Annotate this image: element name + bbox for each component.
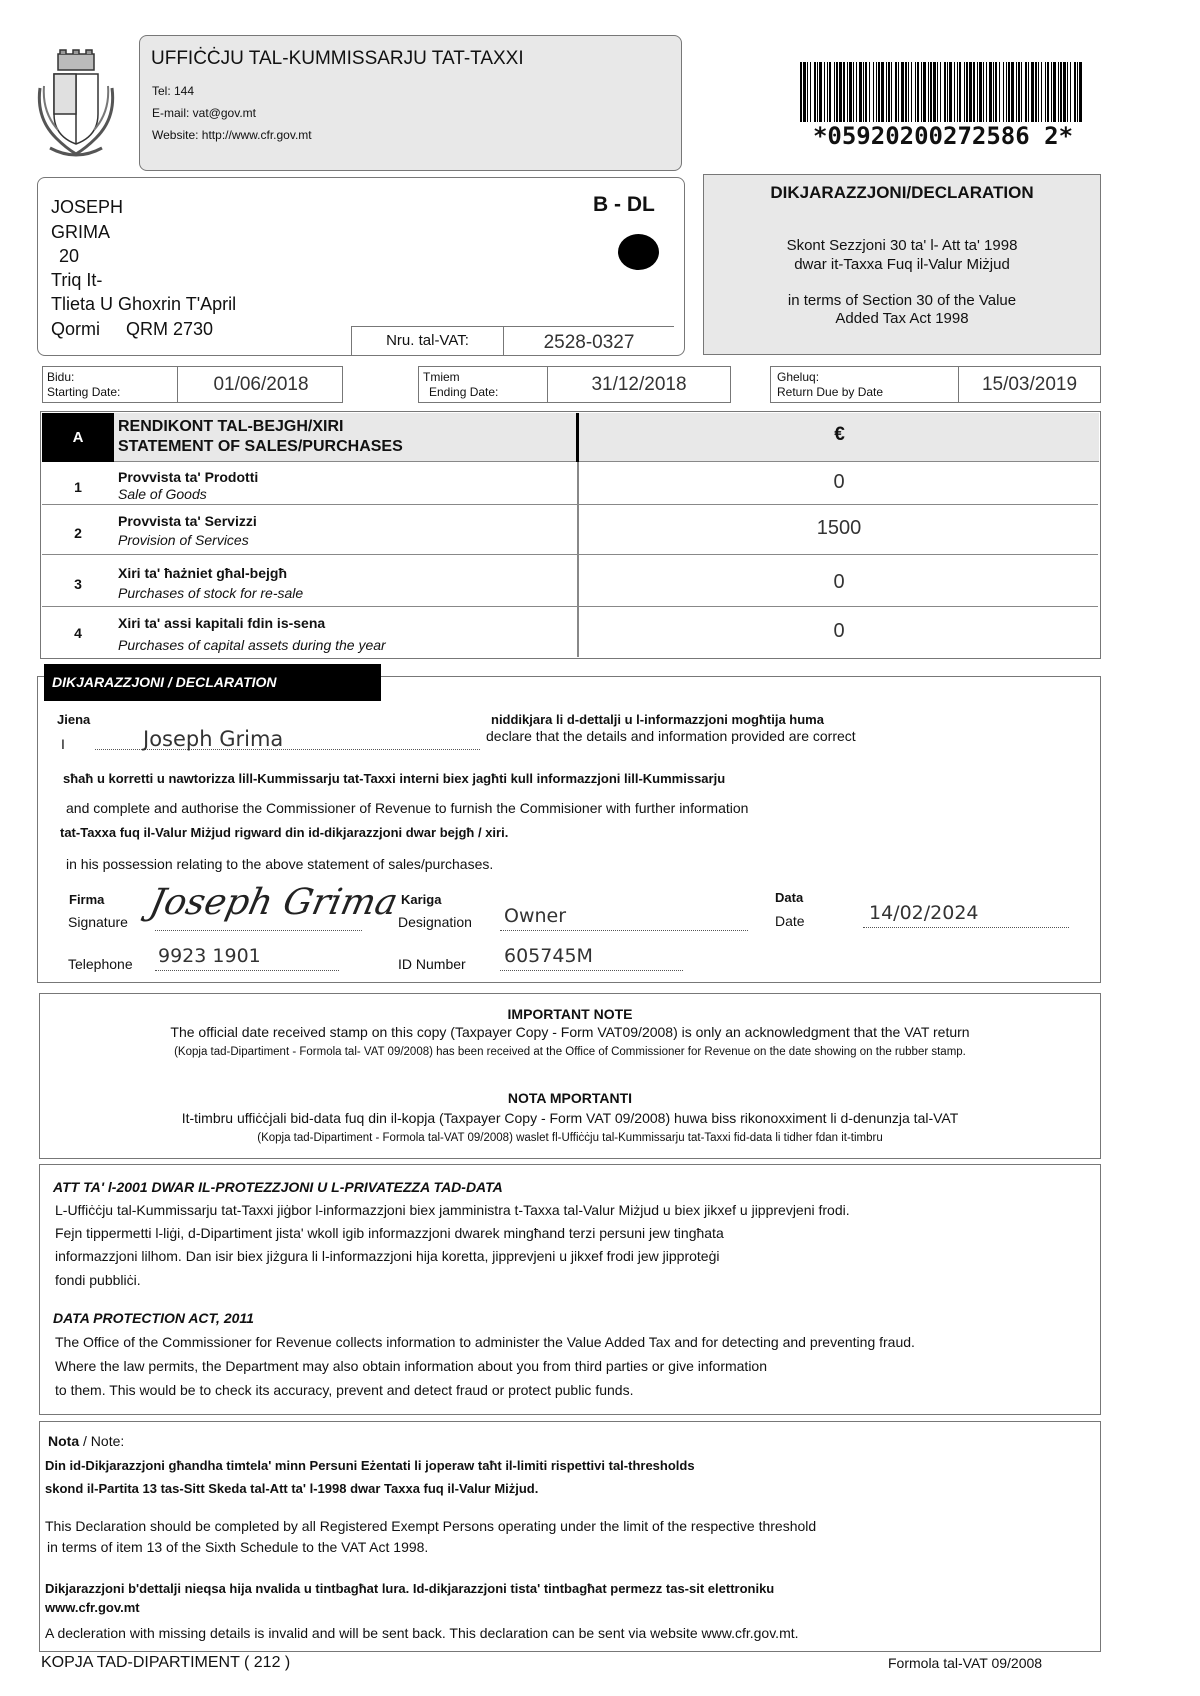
due-date-label-mt: Gheluq: [777, 370, 820, 384]
barcode-bar [1035, 62, 1037, 122]
id-number-label: ID Number [398, 956, 466, 972]
privacy-en-2: Where the law permits, the Department may also obtain information about you from third parties or give information [55, 1358, 767, 1374]
barcode-bar [1045, 62, 1046, 122]
barcode-bar [1011, 62, 1014, 122]
telephone-label: Telephone [68, 956, 133, 972]
barcode-bar [1074, 62, 1076, 122]
nota-importanti-mt-2: (Kopja tad-Dipartiment - Formola tal-VAT 09/2008) waslet fl-Uffiċċju tal-Kummissarju tat-Taxxi fid-data li tidher fdan it-timbru [257, 1132, 883, 1144]
footer-form-label: Formola tal-VAT 09/2008 [888, 1655, 1043, 1671]
office-header-box [139, 35, 682, 171]
barcode-bar [1077, 62, 1078, 122]
barcode-bar [1025, 62, 1027, 122]
barcode-bar [814, 62, 816, 122]
signature-text: Joseph Grima [146, 880, 402, 923]
coat-of-arms-logo [36, 48, 116, 163]
note-en-2: in terms of item 13 of the Sixth Schedule to the VAT Act 1998. [47, 1539, 429, 1555]
designation-label: Designation [398, 914, 472, 930]
taxpayer-street-1: Triq It- [51, 270, 103, 290]
barcode-bar [824, 62, 825, 122]
barcode-bar [800, 62, 802, 122]
taxpayer-first-name: JOSEPH [51, 197, 124, 217]
data-protection-box [39, 1164, 1101, 1415]
starting-date-field [42, 366, 343, 403]
barcode-bar [1063, 62, 1066, 122]
barcode-bar [849, 62, 852, 122]
statement-row [42, 607, 1098, 657]
privacy-mt-1: L-Uffiċċju tal-Kummissarju tat-Taxxi jiġbor l-informazzjoni biex jamministra t-Taxxa tal-Valur Miżjud u biex jikxef u jipprevjeni frodi. [55, 1202, 850, 1218]
note-mt-2: skond il-Partita 13 tas-Sitt Skeda tal-Att ta' l-1998 dwar Taxxa fuq il-Valur Miżjud. [45, 1481, 539, 1496]
note-title-en: / Note: [83, 1433, 125, 1449]
row-label-mt: Provvista ta' Prodotti [118, 469, 259, 485]
firma-label: Firma [69, 892, 105, 907]
date-value: 14/02/2024 [869, 902, 979, 924]
starting-date-label-mt: Bidu: [47, 370, 75, 384]
barcode-bar [977, 62, 978, 122]
data-label-mt: Data [775, 890, 804, 905]
barcode-bar [947, 62, 948, 122]
barcode-bar [843, 62, 845, 122]
note-mt-3: Dikjarazzjoni b'dettalji nieqsa hija nvalida u tintbagħat lura. Id-dikjarazzjoni tista' tintbagħat permezz tas-sit elettroniku [45, 1581, 775, 1596]
declaration-header-en-2: Added Tax Act 1998 [835, 310, 969, 327]
privacy-en-3: to them. This would be to check its accuracy, prevent and detect fraud or protect public funds. [55, 1382, 634, 1398]
barcode-bar [817, 62, 818, 122]
barcode-bar [865, 62, 867, 122]
declaration-tab: DIKJARAZZJONI / DECLARATION [44, 664, 381, 701]
designation-line [500, 905, 748, 931]
barcode-bar [1041, 62, 1042, 122]
note-box [39, 1421, 1101, 1652]
barcode-bar [1018, 62, 1020, 122]
row-number: 2 [74, 525, 82, 541]
barcode-bar [827, 62, 828, 122]
barcode-bar [928, 62, 929, 122]
barcode-bar [881, 62, 884, 122]
vat-number: 2528-0327 [504, 326, 674, 356]
ending-date-value: 31/12/2018 [547, 367, 730, 402]
statement-title-mt: RENDIKONT TAL-BEJGH/XIRI [118, 418, 344, 435]
important-note-en-2: (Kopja tad-Dipartiment - Formola tal- VAT 09/2008) has been received at the Office of Commissioner for Revenue on the date showing on the rubber stamp. [174, 1046, 966, 1058]
declaration-line2-mt: sħaħ u korretti u nawtorizza lill-Kummissarju tat-Taxxi interni biex jagħti kull informazzjoni lill-Kummissarju [63, 771, 726, 786]
barcode-bar [886, 62, 887, 122]
taxpayer-locality: Qormi [51, 319, 100, 339]
ending-date-field [418, 366, 731, 403]
barcode-bar [807, 62, 808, 122]
barcode-bar [921, 62, 922, 122]
barcode-bar [917, 62, 919, 122]
barcode-bar [905, 62, 907, 122]
barcode-bar [847, 62, 848, 122]
row-label-mt: Xiri ta' ħażniet għal-bejgħ [118, 565, 288, 581]
barcode-bar [993, 62, 994, 122]
due-date-field [770, 366, 1101, 403]
barcode-bar [1016, 62, 1017, 122]
barcode-bar [908, 62, 909, 122]
barcode-bar [836, 62, 838, 122]
currency-symbol: € [834, 424, 845, 445]
row-value: 1500 [816, 517, 862, 539]
starting-date-value: 01/06/2018 [177, 367, 344, 402]
privacy-mt-3: informazzjoni lilhom. Dan isir biex jiżgura li l-informazzjoni hija koretta, jipprevjeni u jikxef frodi jew jipproteġi [55, 1248, 720, 1264]
declaration-header-title: DIKJARAZZJONI/DECLARATION [770, 183, 1034, 202]
declarant-name: Joseph Grima [143, 727, 284, 751]
nota-importanti-title: NOTA MPORTANTI [507, 1090, 633, 1106]
office-email: E-mail: vat@gov.mt [152, 106, 256, 120]
barcode-number: *05920200272586 2* [812, 122, 1074, 150]
declare-text-mt: niddikjara li d-dettalji u l-informazzjoni mogħtija huma [491, 712, 824, 727]
barcode-bar [930, 62, 932, 122]
due-date-label-en: Return Due by Date [777, 385, 884, 399]
privacy-mt-4: fondi pubbliċi. [55, 1272, 141, 1288]
telephone-value: 9923 1901 [158, 945, 261, 967]
barcode-bar [949, 62, 952, 122]
barcode-bar [1003, 62, 1004, 122]
telephone-line [155, 945, 339, 971]
statement-row [42, 462, 1098, 505]
ending-date-label-mt: Tmiem [423, 370, 460, 384]
barcode-bar [810, 62, 811, 122]
barcode-bar [863, 62, 864, 122]
note-title [48, 1433, 124, 1449]
barcode-bar [999, 62, 1000, 122]
barcode-bar [869, 62, 870, 122]
jiena-label: Jiena [57, 712, 91, 727]
barcode-bar [1051, 62, 1052, 122]
privacy-title-en: DATA PROTECTION ACT, 2011 [53, 1310, 254, 1326]
barcode-bar [898, 62, 899, 122]
row-label-mt: Provvista ta' Servizzi [118, 513, 257, 529]
row-label-mt: Xiri ta' assi kapitali fdin is-sena [118, 615, 326, 631]
important-note-en-1: The official date received stamp on this copy (Taxpayer Copy - Form VAT09/2008) is only an acknowledgment that the VAT return [170, 1024, 970, 1040]
barcode-bar [933, 62, 936, 122]
barcode-bar [829, 62, 831, 122]
barcode-bar [973, 62, 975, 122]
row-label-en: Purchases of capital assets during the year [118, 637, 386, 653]
barcode-bar [979, 62, 982, 122]
barcode-bar [940, 62, 941, 122]
row-label-en: Purchases of stock for re-sale [118, 585, 304, 601]
note-mt-4: www.cfr.gov.mt [45, 1600, 140, 1615]
barcode-bar [986, 62, 987, 122]
footer-copy-label: KOPJA TAD-DIPARTIMENT ( 212 ) [41, 1654, 291, 1671]
barcode-bar [876, 62, 877, 122]
barcode-bar [1038, 62, 1039, 122]
office-website: Website: http://www.cfr.gov.mt [152, 128, 312, 142]
barcode-bar [856, 62, 857, 122]
barcode-bar [995, 62, 997, 122]
barcode-bar [873, 62, 874, 122]
barcode-bar [839, 62, 842, 122]
taxpayer-house-number: 20 [59, 246, 80, 266]
barcode-bar [989, 62, 992, 122]
barcode-bar [1053, 62, 1056, 122]
privacy-mt-2: Fejn tippermetti l-liġi, d-Dipartiment jista' wkoll igib informazzjoni dwarek mingħand terzi persuni jew tingħata [55, 1225, 724, 1241]
barcode-bar [1008, 62, 1010, 122]
taxpayer-street-2: Tlieta U Ghoxrin T'April [51, 294, 237, 314]
office-title: UFFIĊĊJU TAL-KUMMISSARJU TAT-TAXXI [151, 48, 524, 69]
ending-date-label-en: Ending Date: [429, 385, 499, 399]
i-label: I [61, 736, 65, 752]
note-mt-1: Din id-Dikjarazzjoni għandha timtela' minn Persuni Eżentati li joperaw taħt il-limiti rispettivi tal-thresholds [45, 1458, 695, 1473]
barcode-bar [834, 62, 835, 122]
taxpayer-postcode: QRM 2730 [126, 319, 214, 339]
declarant-name-line [95, 727, 480, 750]
designation-value: Owner [504, 905, 567, 927]
office-tel: Tel: 144 [152, 84, 195, 98]
signature [146, 876, 402, 946]
declaration-line3-en: in his possession relating to the above statement of sales/purchases. [66, 856, 494, 872]
important-note-title: IMPORTANT NOTE [507, 1006, 633, 1022]
vat-label: Nru. tal-VAT: [351, 326, 504, 356]
row-label-en: Provision of Services [118, 532, 249, 548]
barcode-bar [1067, 62, 1068, 122]
declaration-header-en-1: in terms of Section 30 of the Value [787, 292, 1017, 309]
statement-title-divider [576, 413, 579, 462]
row-number: 3 [74, 576, 82, 592]
barcode-bar [959, 62, 961, 122]
row-value: 0 [833, 620, 845, 642]
barcode-bar [888, 62, 890, 122]
barcode-bar [964, 62, 965, 122]
barcode-bar [966, 62, 968, 122]
nota-importanti-mt-1: It-timbru uffiċċjali bid-data fuq din il-kopja (Taxpayer Copy - Form VAT 09/2008) huwa biss rikonoxximent li d-denunzja tal-VAT [181, 1110, 959, 1126]
barcode-bar [895, 62, 897, 122]
important-note-box [39, 993, 1101, 1159]
row-value: 0 [833, 571, 845, 593]
statement-title-en: STATEMENT OF SALES/PURCHASES [118, 438, 403, 455]
barcode-bar [937, 62, 938, 122]
barcode-bar [1006, 62, 1007, 122]
barcode-bar [911, 62, 912, 122]
privacy-title-mt: ATT TA' l-2001 DWAR IL-PROTEZZJONI U L-PRIVATEZZA TAD-DATA [53, 1179, 503, 1195]
declaration-header-mt-1: Skont Sezzjoni 30 ta' l- Att ta' 1998 [786, 237, 1018, 254]
declaration-header-box [703, 174, 1101, 355]
barcode-bar [1079, 62, 1082, 122]
barcode-bar [1028, 62, 1029, 122]
statement-section-label: A [42, 413, 114, 462]
form-code-dot [618, 234, 659, 270]
barcode-bar [819, 62, 822, 122]
note-en-1: This Declaration should be completed by all Registered Exempt Persons operating under the limit of the respective threshold [45, 1518, 817, 1534]
barcode-bar [915, 62, 916, 122]
barcode-bar [878, 62, 880, 122]
declare-text-en: declare that the details and information provided are correct [486, 728, 856, 744]
barcode-bar [859, 62, 862, 122]
date-line [863, 902, 1069, 928]
taxpayer-box [37, 177, 685, 356]
barcode-bar [923, 62, 926, 122]
barcode-bar [891, 62, 892, 122]
barcode-bar [1070, 62, 1071, 122]
due-date-value: 15/03/2019 [958, 367, 1100, 402]
barcode-bar [1031, 62, 1034, 122]
privacy-en-1: The Office of the Commissioner for Revenue collects information to administer the Value Added Tax and for detecting and preventing fraud. [55, 1334, 915, 1350]
note-en-3: A decleration with missing details is invalid and will be sent back. This declaration can be sent via website www.cfr.gov.mt. [45, 1625, 799, 1641]
barcode-bar [954, 62, 955, 122]
note-title-mt: Nota [48, 1433, 80, 1449]
row-number: 1 [74, 479, 82, 495]
barcode-bar [901, 62, 904, 122]
declaration-header-mt-2: dwar it-Taxxa Fuq il-Valur Miżjud [794, 256, 1010, 273]
barcode-bar [944, 62, 946, 122]
barcode [800, 62, 1086, 122]
barcode-bar [1047, 62, 1049, 122]
statement-row [42, 555, 1098, 607]
kariga-label: Kariga [401, 892, 442, 907]
barcode-bar [969, 62, 972, 122]
starting-date-label-en: Starting Date: [47, 385, 121, 399]
row-value: 0 [833, 471, 845, 493]
barcode-bar [803, 62, 806, 122]
barcode-bar [1021, 62, 1022, 122]
id-number-line [500, 945, 683, 971]
id-number-value: 605745M [504, 945, 593, 967]
barcode-bar [1058, 62, 1059, 122]
declaration-line3-mt: tat-Taxxa fuq il-Valur Miżjud rigward din id-dikjarazzjoni dwar bejgħ / xiri. [60, 825, 509, 840]
signature-label: Signature [68, 914, 128, 930]
form-code: B - DL [593, 193, 655, 216]
declaration-line2-en: and complete and authorise the Commissioner of Revenue to furnish the Commisioner with further information [66, 800, 749, 816]
row-number: 4 [74, 625, 82, 641]
barcode-bar [957, 62, 958, 122]
taxpayer-last-name: GRIMA [51, 222, 111, 242]
barcode-bar [983, 62, 984, 122]
statement-row [42, 505, 1098, 555]
barcode-bar [1060, 62, 1062, 122]
date-label: Date [775, 913, 805, 929]
row-label-en: Sale of Goods [118, 486, 207, 502]
barcode-bar [853, 62, 854, 122]
